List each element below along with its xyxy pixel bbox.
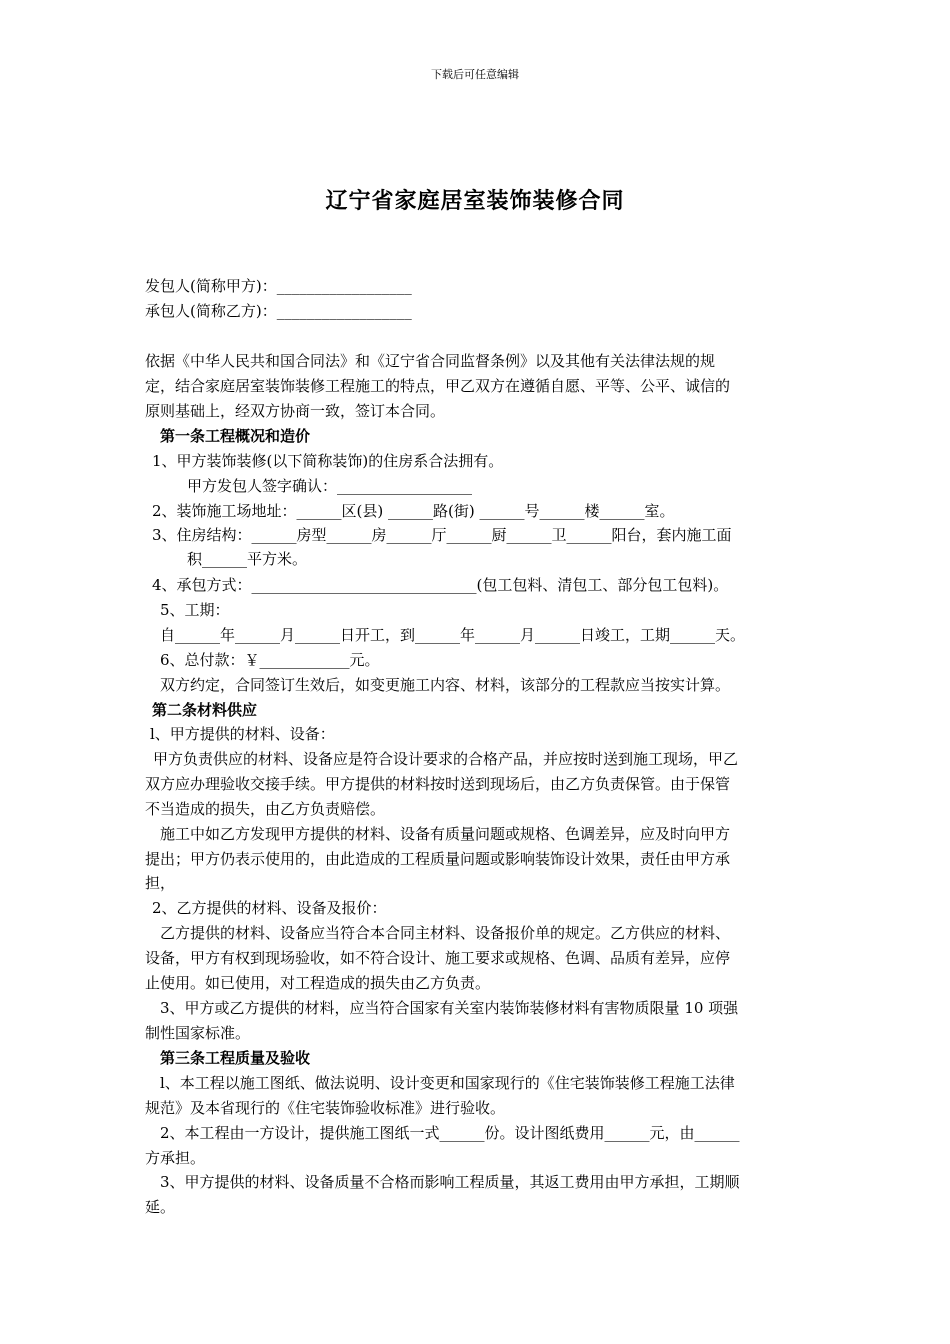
paragraph-line: 止使用。如已使用，对工程造成的损失由乙方负责。 — [145, 974, 491, 992]
paragraph-line: 乙方提供的材料、设备应当符合本合同主材料、设备报价单的规定。乙方供应的材料、 — [160, 924, 731, 942]
section-heading: 第三条工程质量及验收 — [160, 1049, 311, 1067]
party-a-line: 发包人(简称甲方)：__________________ — [145, 277, 412, 295]
paragraph-line: 2、乙方提供的材料、设备及报价： — [152, 899, 387, 917]
paragraph-line: 定，结合家庭居室装饰装修工程施工的特点，甲乙双方在遵循自愿、平等、公平、诚信的 — [145, 377, 731, 395]
paragraph-line: l、本工程以施工图纸、做法说明、设计变更和国家现行的《住宅装饰装修工程施工法律 — [160, 1074, 735, 1092]
paragraph-line: 提出；甲方仍表示使用的，由此造成的工程质量问题或影响装饰设计效果，责任由甲方承 — [145, 850, 731, 868]
paragraph-line: 自______年______月______日开工，到______年______月______日竣工，工期______天。 — [160, 626, 746, 644]
paragraph-line: 担， — [145, 874, 176, 892]
document-title: 辽宁省家庭居室装饰装修合同 — [325, 188, 625, 214]
section-heading: 第一条工程概况和造价 — [160, 427, 311, 445]
paragraph-line: 3、住房结构：______房型______房______厅______厨______卫______阳台，套内施工面 — [152, 526, 732, 544]
paragraph-line: 甲方负责供应的材料、设备应是符合设计要求的合格产品，并应按时送到施工现场，甲乙 — [153, 750, 739, 768]
paragraph-line: 施工中如乙方发现甲方提供的材料、设备有质量问题或规格、色调差异，应及时向甲方 — [160, 825, 731, 843]
paragraph-line: 3、甲方提供的材料、设备质量不合格而影响工程质量，其返工费用由甲方承担，工期顺 — [160, 1173, 740, 1191]
paragraph-line: 方承担。 — [145, 1149, 206, 1167]
paragraph-line: 双方应办理验收交接手续。甲方提供的材料按时送到现场后，由乙方负责保管。由于保管 — [145, 775, 731, 793]
paragraph-line: 甲方发包人签字确认：__________________ — [187, 477, 473, 495]
party-b-line: 承包人(简称乙方)：__________________ — [145, 302, 412, 320]
paragraph-line: 2、本工程由一方设计，提供施工图纸一式______份。设计图纸费用______元，由______ — [160, 1124, 740, 1142]
paragraph-line: 3、甲方或乙方提供的材料，应当符合国家有关室内装饰装修材料有害物质限量 10 项强 — [160, 999, 739, 1017]
paragraph-line: 原则基础上，经双方协商一致，签订本合同。 — [145, 402, 446, 420]
paragraph-line: 积______平方米。 — [187, 550, 308, 568]
paragraph-line: 制性国家标准。 — [145, 1024, 251, 1042]
paragraph-line: 延。 — [145, 1198, 176, 1216]
section-heading: 第二条材料供应 — [152, 701, 258, 719]
paragraph-line: 不当造成的损失，由乙方负责赔偿。 — [145, 800, 386, 818]
paragraph-line: l、甲方提供的材料、设备： — [150, 725, 335, 743]
paragraph-line: 规范》及本省现行的《住宅装饰验收标准》进行验收。 — [145, 1099, 506, 1117]
paragraph-line: 设备，甲方有权到现场验收，如不符合设计、施工要求或规格、色调、品质有差异，应停 — [145, 949, 731, 967]
paragraph-line: 2、装饰施工场地址：______区(县) ______路(街) ______号______楼______室。 — [152, 502, 675, 520]
paragraph-line: 双方约定，合同签订生效后，如变更施工内容、材料，该部分的工程款应当按实计算。 — [160, 676, 731, 694]
paragraph-line: 1、甲方装饰装修(以下简称装饰)的住房系合法拥有。 — [152, 452, 504, 470]
paragraph-line: 5、工期： — [160, 601, 230, 619]
paragraph-line: 依据《中华人民共和国合同法》和《辽宁省合同监督条例》以及其他有关法律法规的规 — [145, 352, 716, 370]
paragraph-line: 4、承包方式：______________________________(包工包料、清包工、部分包工包料)。 — [152, 576, 729, 594]
paragraph-line: 6、总付款：￥____________元。 — [160, 651, 380, 669]
page-header-note: 下载后可任意编辑 — [431, 68, 519, 81]
